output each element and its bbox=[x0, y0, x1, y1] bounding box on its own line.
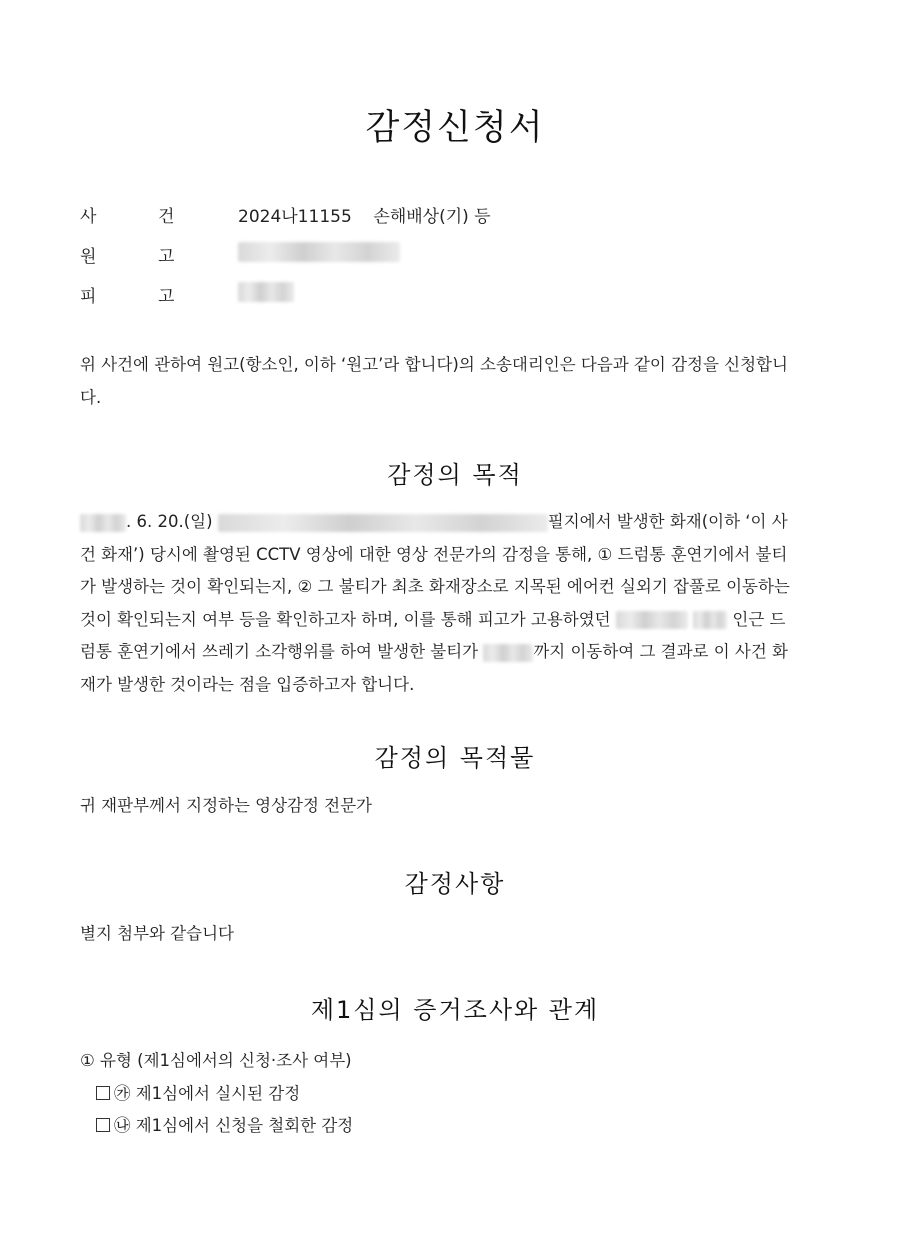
purpose-paragraph bbox=[80, 506, 792, 701]
defendant-row bbox=[80, 278, 840, 318]
relation-item-1: ① 유형 (제1심에서의 신청·조사 여부) bbox=[80, 1051, 352, 1070]
plaintiff-value bbox=[238, 242, 400, 262]
case-row bbox=[80, 198, 840, 238]
case-value bbox=[238, 202, 491, 227]
defendant-label-1: 피 bbox=[80, 287, 97, 307]
relation-option-b-label: ㉯ 제1심에서 신청을 철회한 감정 bbox=[114, 1116, 354, 1135]
plaintiff-label-2: 고 bbox=[158, 247, 175, 267]
defendant-value bbox=[238, 282, 294, 302]
checkbox-icon[interactable] bbox=[96, 1086, 110, 1100]
redacted-defendant-name bbox=[238, 282, 294, 302]
redacted-location-2 bbox=[483, 644, 533, 662]
defendant-label-2: 고 bbox=[158, 287, 175, 307]
case-label-2: 건 bbox=[158, 207, 175, 227]
object-paragraph: 귀 재판부께서 지정하는 영상감정 전문가 bbox=[80, 796, 372, 815]
case-label-1: 사 bbox=[80, 207, 97, 227]
purpose-date: . 6. 20.(일) bbox=[126, 512, 213, 531]
checkbox-icon[interactable] bbox=[96, 1118, 110, 1132]
purpose-text-2: 인근 드럼통 훈연기에서 쓰레기 소각행위를 하여 발생한 불티가 bbox=[80, 609, 786, 661]
redacted-employee bbox=[616, 611, 688, 629]
redacted-year bbox=[80, 514, 126, 532]
intro-paragraph: 위 사건에 관하여 원고(항소인, 이하 ‘원고’라 합니다)의 소송대리인은 다음과 같이 감정을 신청합니다. bbox=[80, 355, 788, 407]
document-title: 감정신청서 bbox=[365, 108, 545, 148]
plaintiff-row bbox=[80, 238, 840, 278]
object-title: 감정의 목적물 bbox=[374, 744, 536, 772]
relation-title: 제1심의 증거조사와 관계 bbox=[310, 996, 600, 1024]
redacted-location-1 bbox=[693, 611, 727, 629]
plaintiff-label-1: 원 bbox=[80, 247, 97, 267]
purpose-text-3: 까지 이동하여 그 결과로 이 사건 화재가 발생한 것이라는 점을 입증하고자 합니다. bbox=[80, 642, 788, 694]
matters-paragraph: 별지 첨부와 같습니다 bbox=[80, 924, 234, 943]
relation-option-b bbox=[96, 1112, 353, 1136]
redacted-plaintiff-name bbox=[238, 242, 400, 262]
redacted-address bbox=[218, 514, 548, 532]
purpose-text-1: 필지에서 발생한 화재(이하 ‘이 사건 화재’) 당시에 촬영된 CCTV 영상에 대한 영상 전문가의 감정을 통해, ① 드럼통 훈연기에서 불티가 발생하는 것이 확인되는지, ② 그 불티가 최초 화재장소로 지목된 에어컨 실외기 잡풀로 이동하는 것이 확인되는지 여부 등을 확인하고자 하며, 이를 통해 피고가 고용하였던 bbox=[80, 512, 790, 629]
purpose-title: 감정의 목적 bbox=[387, 461, 523, 489]
case-number: 2024나11155 bbox=[238, 207, 352, 227]
relation-option-a-label: ㉮ 제1심에서 실시된 감정 bbox=[114, 1084, 301, 1103]
relation-option-a bbox=[96, 1080, 300, 1104]
case-name: 손해배상(기) 등 bbox=[373, 207, 491, 227]
case-info bbox=[80, 198, 840, 318]
matters-title: 감정사항 bbox=[404, 870, 506, 898]
